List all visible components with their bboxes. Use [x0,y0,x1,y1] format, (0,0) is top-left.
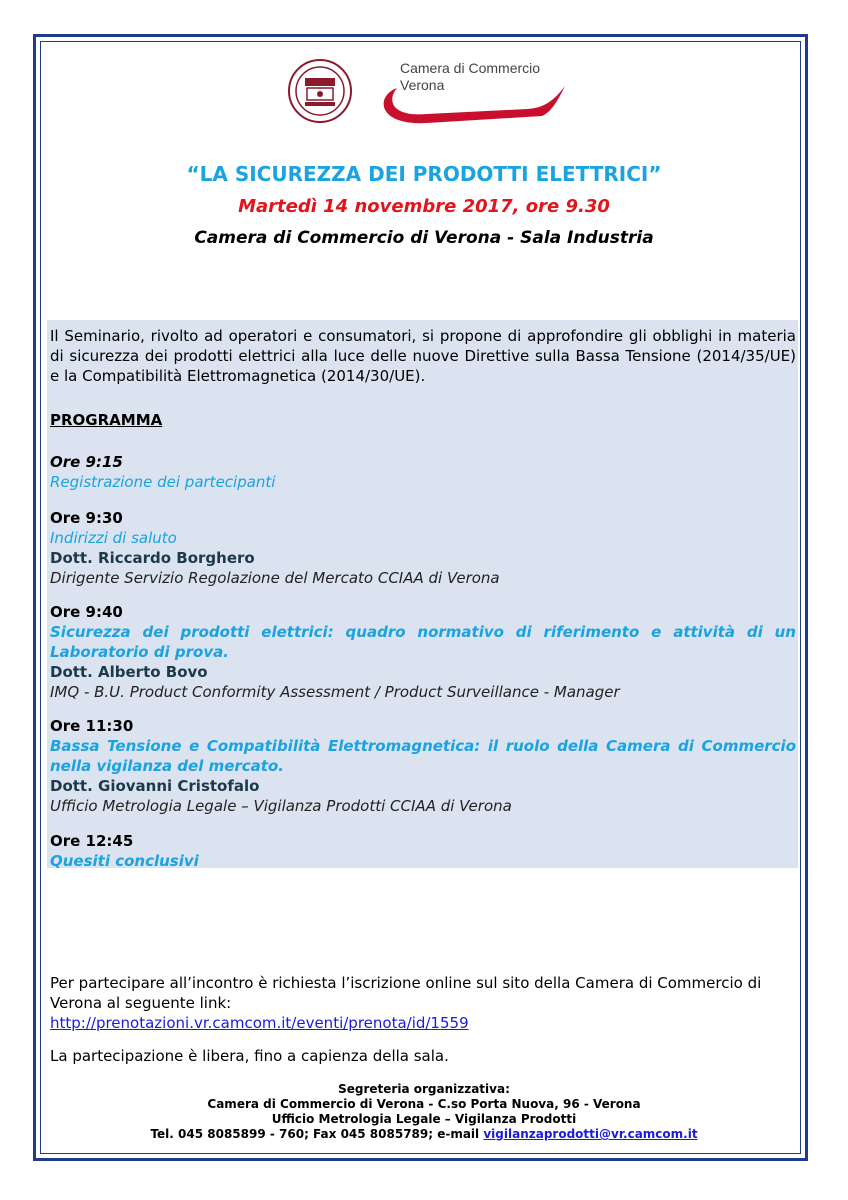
slot-topic: Quesiti conclusivi [50,852,199,870]
slot-role: IMQ - B.U. Product Conformity Assessment / Product Surveillance - Manager [50,683,620,701]
event-title: “LA SICUREZZA DEI PRODOTTI ELETTRICI” [186,162,662,186]
brand-line-1: Camera di Commercio [400,60,541,76]
footer-phone: Tel. 045 8085899 - 760; Fax 045 8085789; e-mail [150,1127,484,1141]
footer-contacts [0,1082,848,1142]
slot-time: Ore 11:30 [50,717,134,735]
slot-time: Ore 12:45 [50,832,134,850]
event-date: Martedì 14 novembre 2017, ore 9.30 [238,196,610,217]
logo [287,58,577,130]
chamber-seal-icon [287,58,353,124]
registration-link[interactable]: http://prenotazioni.vr.camcom.it/eventi/prenota/id/1559 [50,1014,469,1032]
brand-line-2: Verona [400,77,445,93]
slot-speaker: Dott. Riccardo Borghero [50,549,255,567]
program-slot [50,508,796,588]
registration-info [50,973,798,1033]
slot-time: Ore 9:15 [50,453,123,471]
footer-line-1: Segreteria organizzativa: [338,1082,510,1096]
footer-line-2: Camera di Commercio di Verona - C.so Porta Nuova, 96 - Verona [207,1097,641,1111]
registration-text: Per partecipare all’incontro è richiesta l’iscrizione online sul sito della Camera di Commercio di Verona al seguente link: [50,974,762,1012]
footer-line-3: Ufficio Metrologia Legale – Vigilanza Prodotti [271,1112,577,1126]
slot-time: Ore 9:30 [50,509,123,527]
slot-speaker: Dott. Alberto Bovo [50,663,208,681]
slot-role: Dirigente Servizio Regolazione del Mercato CCIAA di Verona [50,569,500,587]
slot-topic: Indirizzi di saluto [50,529,177,547]
footer-email-link[interactable]: vigilanzaprodotti@vr.camcom.it [483,1127,698,1141]
slot-role: Ufficio Metrologia Legale – Vigilanza Prodotti CCIAA di Verona [50,797,512,815]
program-slot [50,452,796,492]
program-slot [50,602,796,702]
slot-time: Ore 9:40 [50,603,123,621]
slot-speaker: Dott. Giovanni Cristofalo [50,777,260,795]
slot-topic: Bassa Tensione e Compatibilità Elettromagnetica: il ruolo della Camera di Commercio nella vigilanza del mercato. [50,737,796,775]
program-slot [50,716,796,816]
slot-topic: Registrazione dei partecipanti [50,473,276,491]
free-participation-note: La partecipazione è libera, fino a capienza della sala. [50,1047,449,1065]
program-heading: PROGRAMMA [50,411,163,429]
program-slot [50,831,796,871]
intro-paragraph: Il Seminario, rivolto ad operatori e consumatori, si propone di approfondire gli obblighi in materia di sicurezza dei prodotti elettrici alla luce delle nuove Direttive sulla Bassa Tensione (2014/35/UE) e la Compatibilità Elettromagnetica (2014/30/UE). [50,327,796,385]
event-venue: Camera di Commercio di Verona - Sala Industria [194,228,654,248]
slot-topic: Sicurezza dei prodotti elettrici: quadro normativo di riferimento e attività di un Laboratorio di prova. [50,623,796,661]
footer-line-4 [0,1127,848,1142]
brand-name [400,60,540,94]
